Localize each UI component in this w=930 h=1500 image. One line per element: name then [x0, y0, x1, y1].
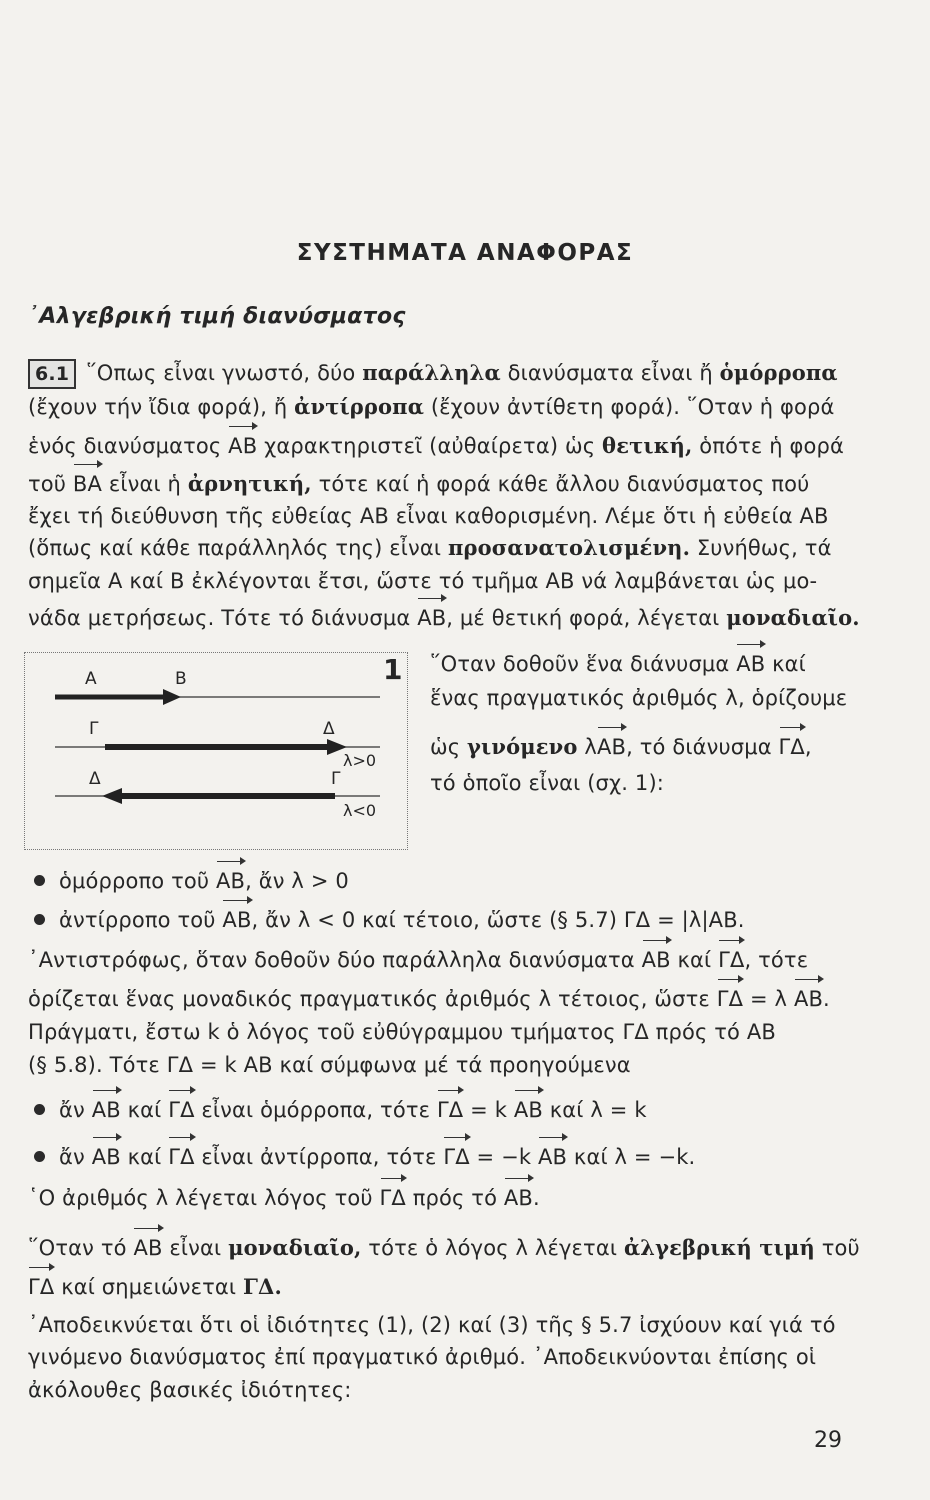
bullet-item: ἄν ΑΒ καί ΓΔ εἶναι ὁμόρροπα, τότε ΓΔ = k ΑΒ καί λ = k [34, 1095, 647, 1125]
label-gamma: Γ [331, 769, 341, 789]
label-a: Α [85, 669, 97, 689]
vector-notation: ΓΔ [380, 1183, 406, 1213]
vector-notation: ΑΒ [92, 1142, 121, 1172]
paragraph-line: ᾽Αποδεικνύεται ὅτι οἱ ἰδιότητες (1), (2) καί (3) τῆς § 5.7 ἰσχύουν καί γιά τό [28, 1313, 836, 1337]
paragraph-line: (ἔχουν τήν ἴδια φορά), ἤ ἀντίρροπα (ἔχουν ἀντίθετη φορά). ῞Οταν ἡ φορά [28, 394, 835, 419]
bullet-icon [34, 875, 45, 886]
section-number-box: 6.1 [28, 359, 76, 389]
paragraph-line: ἑνός διανύσματος ΑΒ χαρακτηριστεῖ (αὐθαίρετα) ὡς θετική, ὁπότε ἡ φορά [28, 431, 844, 461]
vector-notation: ΓΔ [168, 1142, 194, 1172]
bullet-item: ἀντίρροπο τοῦ ΑΒ, ἄν λ < 0 καί τέτοιο, ὥστε (§ 5.7) ΓΔ = |λ|ΑΒ. [34, 905, 745, 935]
figure-number: 1 [383, 653, 403, 686]
paragraph-line: τοῦ ΒΑ εἶναι ἡ ἀρνητική, τότε καί ἡ φορά κάθε ἄλλου διανύσματος πού [28, 469, 809, 499]
page-title: ΣΥΣΤΗΜΑΤΑ ΑΝΑΦΟΡΑΣ [296, 240, 634, 266]
label-gamma: Γ [89, 719, 99, 739]
side-text-line: ἕνας πραγματικός ἀριθμός λ, ὁρίζουμε [430, 686, 848, 710]
paragraph-line: ΓΔ καί σημειώνεται ΓΔ. [28, 1272, 282, 1302]
paragraph-line: ἔχει τή διεύθυνση τῆς εὐθείας ΑΒ εἶναι καθορισμένη. Λέμε ὅτι ἡ εὐθεία ΑΒ [28, 504, 829, 528]
paragraph-line: Πράγματι, ἔστω k ὁ λόγος τοῦ εὐθύγραμμου τμήματος ΓΔ πρός τό ΑΒ [28, 1020, 776, 1044]
vector-notation: ΑΒ [222, 905, 251, 935]
bullet-item: ἄν ΑΒ καί ΓΔ εἶναι ἀντίρροπα, τότε ΓΔ = −k ΑΒ καί λ = −k. [34, 1142, 695, 1172]
vector-notation: ΒΑ [73, 469, 102, 499]
paragraph-line: ἀκόλουθες βασικές ἰδιότητες: [28, 1378, 352, 1402]
label-lambda-positive: λ>0 [343, 751, 377, 770]
paragraph-line: (ὅπως καί κάθε παράλληλός της) εἶναι προσανατολισμένη. Συνήθως, τά [28, 535, 832, 560]
page-number: 29 [814, 1428, 842, 1453]
vector-notation: ΑΒ [597, 732, 626, 762]
vector-notation: ΑΒ [504, 1183, 533, 1213]
vector-notation: ΑΒ [133, 1233, 162, 1263]
side-text-line: ὡς γινόμενο λΑΒ, τό διάνυσμα ΓΔ, [430, 732, 812, 762]
label-b: Β [175, 669, 187, 689]
vector-notation: ΓΔ [718, 945, 744, 975]
bullet-icon [34, 1104, 45, 1115]
arrowhead-gd-neg [102, 788, 122, 804]
vector-notation: ΑΒ [514, 1095, 543, 1125]
paragraph-line: (§ 5.8). Τότε ΓΔ = k ΑΒ καί σύμφωνα μέ τά προηγούμενα [28, 1053, 631, 1077]
vector-notation: ΑΒ [228, 431, 257, 461]
vector-notation: ΓΔ [28, 1272, 54, 1302]
vector-notation: ΑΒ [92, 1095, 121, 1125]
figure-1 [24, 652, 408, 850]
vector-notation: ΓΔ [779, 732, 805, 762]
paragraph-line: νάδα μετρήσεως. Τότε τό διάνυσμα ΑΒ, μέ θετική φορά, λέγεται μοναδιαῖο. [28, 603, 860, 633]
side-text-line: ῞Οταν δοθοῦν ἕνα διάνυσμα ΑΒ καί [430, 649, 806, 679]
bullet-icon [34, 914, 45, 925]
paragraph-line: ὁρίζεται ἕνας μοναδικός πραγματικός ἀριθμός λ τέτοιος, ὥστε ΓΔ = λ ΑΒ. [28, 984, 830, 1014]
vector-notation: ΓΔ [168, 1095, 194, 1125]
paragraph-line: ᾽Αντιστρόφως, ὅταν δοθοῦν δύο παράλληλα διανύσματα ΑΒ καί ΓΔ, τότε [28, 945, 808, 975]
label-lambda-negative: λ<0 [343, 801, 377, 820]
arrowhead-ab [163, 689, 181, 705]
vector-notation: ΑΒ [642, 945, 671, 975]
label-delta: Δ [323, 719, 335, 739]
vector-notation: ΑΒ [417, 603, 446, 633]
paragraph-line: γινόμενο διανύσματος ἐπί πραγματικό ἀριθμό. ᾽Αποδεικνύονται ἐπίσης οἱ [28, 1345, 817, 1369]
vector-notation: ΓΔ [437, 1095, 463, 1125]
vector-notation: ΓΔ [443, 1142, 469, 1172]
paragraph-line: ῾Ο ἀριθμός λ λέγεται λόγος τοῦ ΓΔ πρός τό ΑΒ. [28, 1183, 540, 1213]
paragraph-line: ῞Οταν τό ΑΒ εἶναι μοναδιαῖο, τότε ὁ λόγος λ λέγεται ἀλγεβρική τιμή τοῦ [28, 1233, 860, 1263]
bullet-icon [34, 1151, 45, 1162]
paragraph-line: σημεῖα Α καί Β ἐκλέγονται ἔτσι, ὥστε τό τμῆμα ΑΒ νά λαμβάνεται ὡς μο- [28, 569, 818, 593]
paragraph-line: 6.1 ῞Οπως εἶναι γνωστό, δύο παράλληλα διανύσματα εἶναι ἤ ὁμόρροπα [28, 358, 838, 389]
vector-notation: ΑΒ [216, 866, 245, 896]
label-delta: Δ [89, 769, 101, 789]
vector-notation: ΑΒ [538, 1142, 567, 1172]
vector-notation: ΓΔ [717, 984, 743, 1014]
section-subheading: ᾽Αλγεβρική τιμή διανύσματος [28, 304, 406, 329]
bullet-item: ὁμόρροπο τοῦ ΑΒ, ἄν λ > 0 [34, 866, 349, 896]
vector-notation: ΑΒ [736, 649, 765, 679]
side-text-line: τό ὁποῖο εἶναι (σχ. 1): [430, 771, 665, 795]
vector-notation: ΑΒ [794, 984, 823, 1014]
